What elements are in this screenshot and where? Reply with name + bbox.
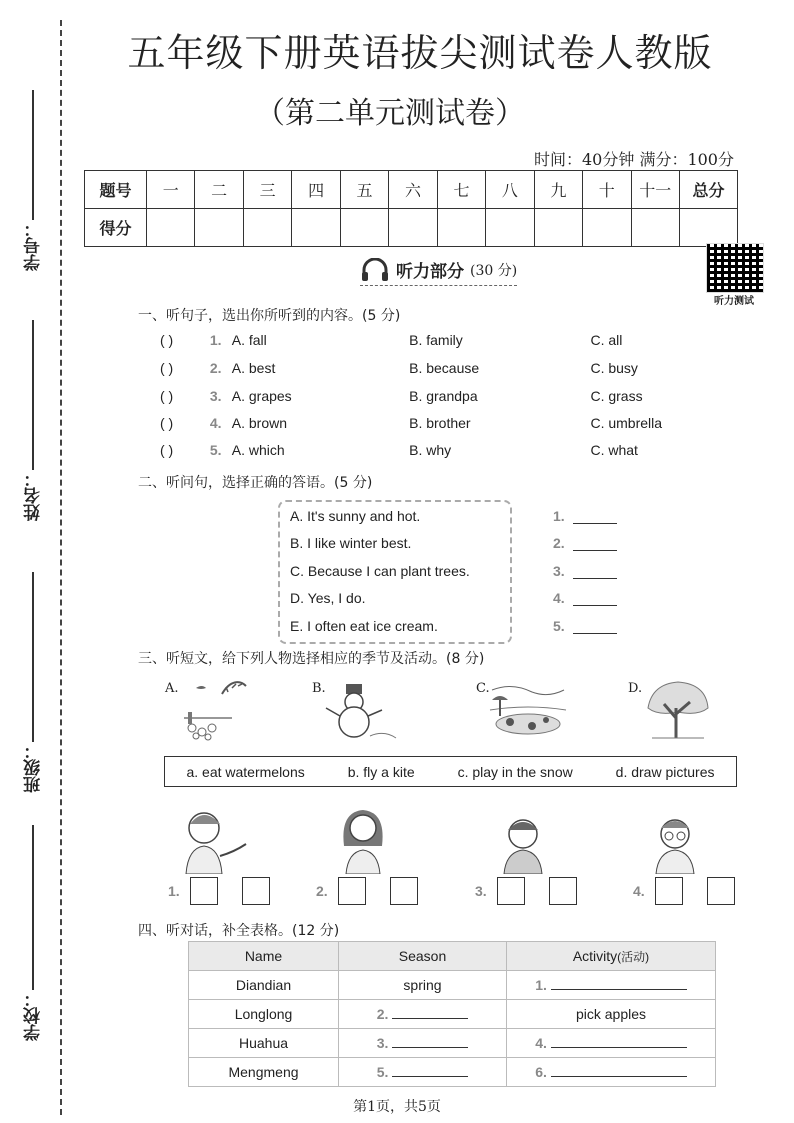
score-header-cell: 六 bbox=[389, 171, 437, 209]
blank-number: 1. bbox=[535, 977, 547, 993]
score-cell[interactable] bbox=[583, 209, 631, 247]
answer-blank[interactable] bbox=[553, 590, 617, 606]
option-c: C. all bbox=[590, 332, 623, 348]
season-value: spring bbox=[339, 971, 507, 1000]
blank-line[interactable] bbox=[573, 511, 617, 524]
blank-number: 6. bbox=[535, 1064, 547, 1080]
name-field[interactable] bbox=[18, 320, 48, 521]
option-c: C. grass bbox=[590, 388, 643, 404]
option-a: A. grapes bbox=[231, 388, 292, 404]
activity-answer-box[interactable] bbox=[242, 877, 270, 905]
blank-number: 5. bbox=[376, 1064, 389, 1080]
person-name: Huahua bbox=[189, 1029, 339, 1058]
table-row bbox=[189, 971, 716, 1000]
person-number: 1. bbox=[168, 883, 180, 899]
score-cell[interactable] bbox=[389, 209, 437, 247]
activity-options-box bbox=[164, 756, 737, 787]
class-field[interactable] bbox=[18, 572, 48, 793]
name-label: 姓名： bbox=[23, 470, 44, 521]
season-header: Season bbox=[339, 942, 507, 971]
score-header-cell: 一 bbox=[147, 171, 195, 209]
answer-bracket[interactable]: ( ) bbox=[160, 332, 174, 348]
person-number: 4. bbox=[633, 883, 645, 899]
score-header-cell: 七 bbox=[437, 171, 485, 209]
activity-value: pick apples bbox=[507, 1000, 716, 1029]
answer-option: A. It's sunny and hot. bbox=[290, 508, 421, 524]
answer-option: E. I often eat ice cream. bbox=[290, 618, 438, 634]
answer-blank[interactable] bbox=[553, 508, 617, 524]
blank-line[interactable] bbox=[573, 538, 617, 551]
summer-beach-picture bbox=[488, 680, 568, 742]
score-header-cell: 总分 bbox=[680, 171, 738, 209]
blank-number: 4. bbox=[535, 1035, 547, 1051]
part4-title: 四、听对话，补全表格。(12 分) bbox=[138, 923, 340, 939]
listening-score: (30 分) bbox=[470, 262, 518, 279]
option-c: C. umbrella bbox=[590, 415, 663, 431]
score-row-label: 得分 bbox=[85, 209, 147, 247]
activity-answer-box[interactable] bbox=[549, 877, 577, 905]
dialogue-table-header bbox=[189, 942, 716, 971]
option-c: C. what bbox=[590, 442, 638, 458]
question-number: 5. bbox=[209, 442, 222, 458]
dialogue-table bbox=[188, 941, 716, 1087]
person-answer-group bbox=[316, 877, 418, 905]
activity-header-label: Activity bbox=[572, 947, 618, 964]
table-row bbox=[189, 1000, 716, 1029]
activity-option: b. fly a kite bbox=[347, 763, 415, 780]
answer-blank[interactable] bbox=[553, 618, 617, 634]
activity-cell[interactable] bbox=[507, 1029, 716, 1058]
time-and-score-info: 时间：40分钟 满分：100分 bbox=[534, 150, 734, 169]
season-blank-line[interactable] bbox=[392, 1006, 468, 1019]
part3-title: 三、听短文，给下列人物选择相应的季节及活动。(8 分) bbox=[138, 651, 485, 667]
person-name: Mengmeng bbox=[189, 1058, 339, 1087]
score-header-cell: 二 bbox=[195, 171, 243, 209]
name-line bbox=[32, 320, 34, 470]
score-header-cell: 四 bbox=[292, 171, 340, 209]
season-cell[interactable] bbox=[339, 1029, 507, 1058]
activity-answer-box[interactable] bbox=[390, 877, 418, 905]
score-header-cell: 三 bbox=[243, 171, 291, 209]
part1-question bbox=[160, 415, 720, 431]
score-cell[interactable] bbox=[534, 209, 582, 247]
season-blank-line[interactable] bbox=[392, 1035, 468, 1048]
student-id-line bbox=[32, 90, 34, 220]
qr-code-image[interactable] bbox=[706, 243, 764, 293]
part2-title: 二、听问句，选择正确的答语。(5 分) bbox=[138, 475, 373, 491]
class-line bbox=[32, 572, 34, 742]
picture-label: D. bbox=[628, 681, 643, 696]
activity-blank-line[interactable] bbox=[551, 977, 687, 990]
person-name: Longlong bbox=[189, 1000, 339, 1029]
page-footer: 第1页，共5页 bbox=[353, 1099, 441, 1115]
headphones-icon bbox=[360, 258, 390, 282]
winter-snowman-picture bbox=[320, 684, 400, 742]
picture-label: B. bbox=[312, 681, 326, 696]
season-answer-box[interactable] bbox=[497, 877, 525, 905]
activity-option: a. eat watermelons bbox=[186, 763, 305, 780]
page-title: 五年级下册英语拔尖测试卷人教版 bbox=[127, 31, 713, 75]
person-number: 2. bbox=[316, 883, 328, 899]
blank-number: 3. bbox=[553, 563, 565, 579]
season-answer-box[interactable] bbox=[190, 877, 218, 905]
school-label: 学校： bbox=[23, 990, 44, 1041]
person-answer-group bbox=[168, 877, 270, 905]
part1-question bbox=[160, 332, 720, 348]
season-cell[interactable] bbox=[339, 1000, 507, 1029]
class-label: 班级： bbox=[23, 742, 44, 793]
score-header-cell: 十一 bbox=[631, 171, 679, 209]
score-cell[interactable] bbox=[680, 209, 738, 247]
option-b: B. brother bbox=[409, 415, 471, 431]
question-number: 2. bbox=[209, 360, 222, 376]
listening-title: 听力部分 bbox=[396, 262, 464, 282]
answer-option: B. I like winter best. bbox=[290, 535, 412, 551]
score-header-cell: 九 bbox=[534, 171, 582, 209]
activity-answer-box[interactable] bbox=[707, 877, 735, 905]
part1-question bbox=[160, 442, 720, 458]
option-a: A. best bbox=[231, 360, 276, 376]
score-table bbox=[84, 170, 738, 247]
name-header: Name bbox=[189, 942, 339, 971]
season-answer-box[interactable] bbox=[655, 877, 683, 905]
score-header-cell: 五 bbox=[340, 171, 388, 209]
answer-blank[interactable] bbox=[553, 535, 617, 551]
blank-number: 3. bbox=[376, 1035, 389, 1051]
answer-option: D. Yes, I do. bbox=[290, 590, 366, 606]
person-answer-group bbox=[475, 877, 577, 905]
question-number: 4. bbox=[209, 415, 222, 431]
score-cell[interactable] bbox=[486, 209, 534, 247]
blank-number: 4. bbox=[553, 590, 565, 606]
answer-blank[interactable] bbox=[553, 563, 617, 579]
binding-dashed-line bbox=[60, 20, 62, 1115]
part1-question bbox=[160, 388, 720, 404]
part1-title: 一、听句子，选出你所听到的内容。(5 分) bbox=[138, 308, 401, 324]
activity-cell[interactable] bbox=[507, 1058, 716, 1087]
question-number: 3. bbox=[209, 388, 222, 404]
student-id-field[interactable] bbox=[18, 90, 48, 271]
activity-blank-line[interactable] bbox=[551, 1035, 687, 1048]
boy-character-picture bbox=[182, 806, 252, 874]
school-field[interactable] bbox=[18, 825, 48, 1041]
blank-number: 2. bbox=[376, 1006, 389, 1022]
answer-bracket[interactable]: ( ) bbox=[160, 388, 174, 404]
question-number: 1. bbox=[209, 332, 222, 348]
boy-with-glasses-picture bbox=[650, 812, 700, 874]
score-cell[interactable] bbox=[340, 209, 388, 247]
option-a: A. which bbox=[231, 442, 285, 458]
person-number: 3. bbox=[475, 883, 487, 899]
score-table-score-row bbox=[85, 209, 738, 247]
activity-header bbox=[507, 942, 716, 971]
blank-number: 5. bbox=[553, 618, 565, 634]
table-row bbox=[189, 1058, 716, 1087]
season-cell[interactable] bbox=[339, 1058, 507, 1087]
qr-caption: 听力测试 bbox=[714, 296, 754, 307]
spring-scene-picture bbox=[182, 676, 252, 742]
picture-label: C. bbox=[476, 681, 490, 696]
score-cell[interactable] bbox=[437, 209, 485, 247]
score-table-header-row bbox=[85, 171, 738, 209]
season-answer-box[interactable] bbox=[338, 877, 366, 905]
child-character-picture bbox=[498, 812, 548, 874]
option-c: C. busy bbox=[590, 360, 638, 376]
table-row bbox=[189, 1029, 716, 1058]
person-answer-group bbox=[633, 877, 735, 905]
blank-line[interactable] bbox=[573, 593, 617, 606]
score-header-cell: 十 bbox=[583, 171, 631, 209]
option-a: A. fall bbox=[231, 332, 267, 348]
blank-number: 2. bbox=[553, 535, 565, 551]
activity-option: c. play in the snow bbox=[457, 763, 573, 780]
answer-bracket[interactable]: ( ) bbox=[160, 442, 174, 458]
blank-line[interactable] bbox=[573, 621, 617, 634]
answer-option: C. Because I can plant trees. bbox=[290, 563, 470, 579]
score-cell[interactable] bbox=[147, 209, 195, 247]
person-name: Diandian bbox=[189, 971, 339, 1000]
score-cell[interactable] bbox=[292, 209, 340, 247]
listening-section-header bbox=[360, 257, 517, 286]
score-cell[interactable] bbox=[195, 209, 243, 247]
answer-bracket[interactable]: ( ) bbox=[160, 415, 174, 431]
activity-header-note: (活动) bbox=[617, 949, 650, 964]
blank-number: 1. bbox=[553, 508, 565, 524]
option-a: A. brown bbox=[231, 415, 287, 431]
season-blank-line[interactable] bbox=[392, 1064, 468, 1077]
option-b: B. why bbox=[409, 442, 452, 458]
option-b: B. because bbox=[409, 360, 480, 376]
activity-blank-line[interactable] bbox=[551, 1064, 687, 1077]
student-id-label: 学号： bbox=[23, 220, 44, 271]
score-header-cell: 题号 bbox=[85, 171, 147, 209]
option-b: B. grandpa bbox=[409, 388, 478, 404]
autumn-tree-picture bbox=[642, 678, 714, 742]
part1-question bbox=[160, 360, 720, 376]
activity-cell[interactable] bbox=[507, 971, 716, 1000]
activity-option: d. draw pictures bbox=[615, 763, 715, 780]
picture-label: A. bbox=[165, 681, 179, 696]
option-b: B. family bbox=[409, 332, 463, 348]
answer-bracket[interactable]: ( ) bbox=[160, 360, 174, 376]
school-line bbox=[32, 825, 34, 990]
score-cell[interactable] bbox=[243, 209, 291, 247]
girl-character-picture bbox=[338, 806, 388, 874]
blank-line[interactable] bbox=[573, 566, 617, 579]
score-header-cell: 八 bbox=[486, 171, 534, 209]
score-cell[interactable] bbox=[631, 209, 679, 247]
page-subtitle: （第二单元测试卷） bbox=[255, 96, 525, 131]
